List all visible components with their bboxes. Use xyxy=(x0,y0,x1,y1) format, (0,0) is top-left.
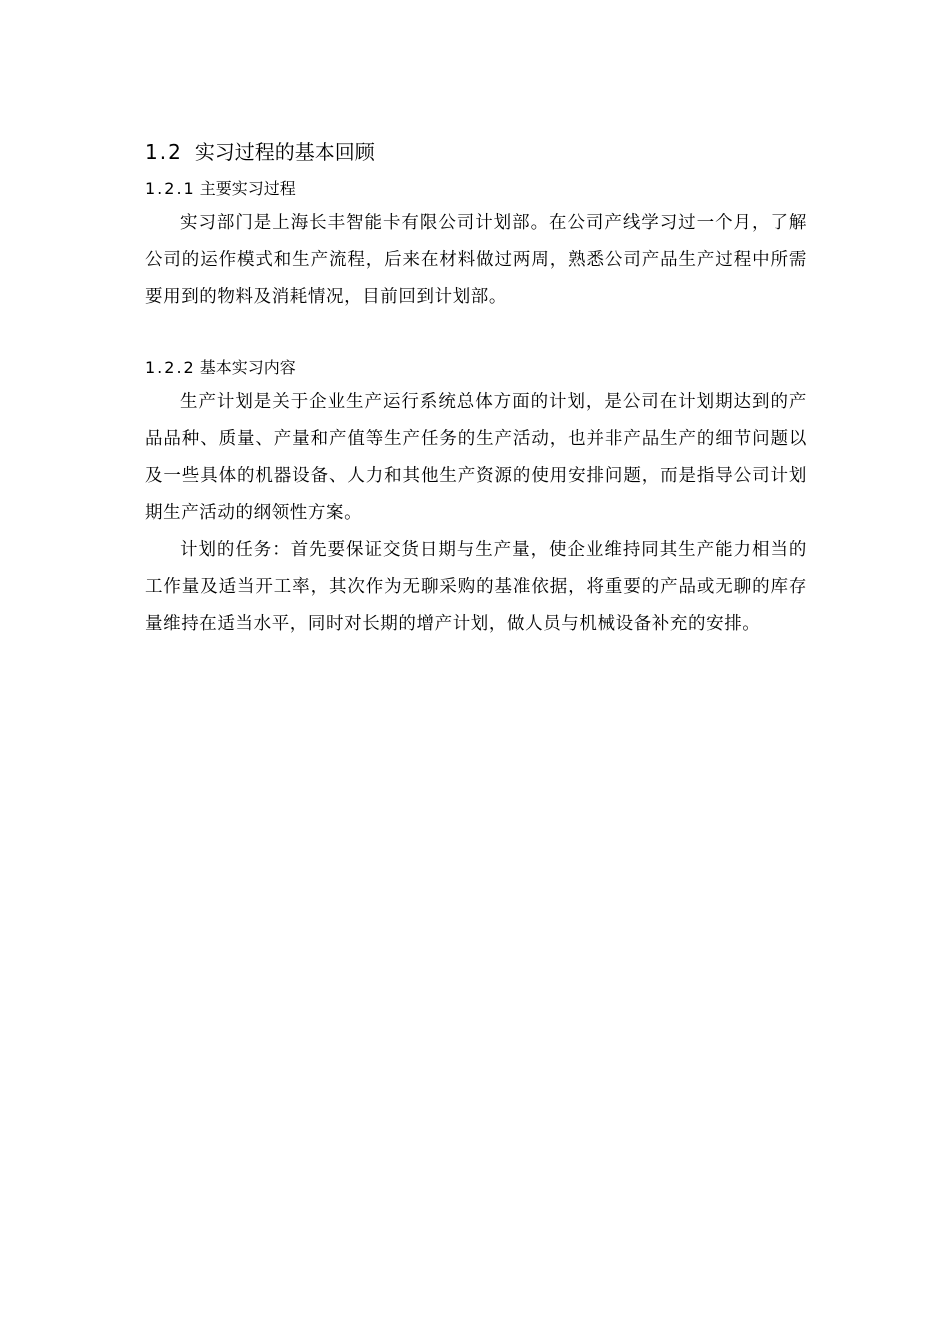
subsection-number: 1.2.1 xyxy=(145,179,196,198)
document-body xyxy=(145,134,807,643)
subsection-title: 主要实习过程 xyxy=(199,179,296,198)
subsection-title: 基本实习内容 xyxy=(199,358,296,377)
section-title: 实习过程的基本回顾 xyxy=(194,140,375,164)
section-heading xyxy=(145,134,807,170)
subsection-heading-1-2-1 xyxy=(145,173,807,205)
paragraph: 生产计划是关于企业生产运行系统总体方面的计划，是公司在计划期达到的产品品种、质量、产量和产值等生产任务的生产活动，也并非产品生产的细节问题以及一些具体的机器设备、人力和其他生产资源的使用安排问题，而是指导公司计划期生产活动的纲领性方案。 xyxy=(145,392,807,523)
paragraph: 实习部门是上海长丰智能卡有限公司计划部。在公司产线学习过一个月，了解公司的运作模式和生产流程，后来在材料做过两周，熟悉公司产品生产过程中所需要用到的物料及消耗情况，目前回到计划部。 xyxy=(145,213,807,307)
subsection-heading-1-2-2 xyxy=(145,352,807,384)
paragraph: 计划的任务：首先要保证交货日期与生产量，使企业维持同其生产能力相当的工作量及适当开工率，其次作为无聊采购的基准依据，将重要的产品或无聊的库存量维持在适当水平，同时对长期的增产计划，做人员与机械设备补充的安排。 xyxy=(145,540,807,634)
section-number: 1.2 xyxy=(145,140,183,164)
subsection-number: 1.2.2 xyxy=(145,358,196,377)
